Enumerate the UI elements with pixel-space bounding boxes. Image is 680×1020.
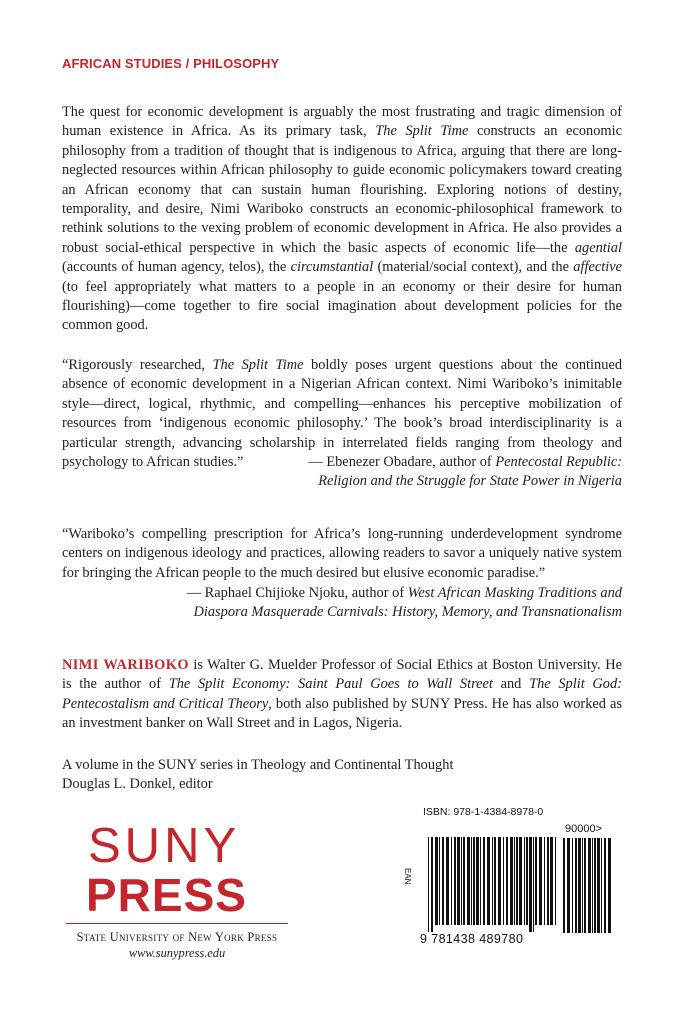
barcode-bar bbox=[582, 838, 583, 933]
barcode-bar bbox=[451, 837, 452, 925]
review-attribution-obadare: — Ebenezer Obadare, author of Pentecostal Republic: Religion and the Struggle for State Power in Nigeria bbox=[308, 454, 622, 490]
barcode-bar bbox=[467, 837, 470, 925]
ean-label: EAN bbox=[403, 868, 412, 885]
barcode-bar bbox=[519, 837, 522, 925]
review-quote-obadare: “Rigorously researched, The Split Time boldly poses urgent questions about the continued absence of economic development in a Nigerian African context. Nimi Wariboko’s inimitable style—direct, logical, rhythmic, and compelling—enhances his perceptive mobilization of resources from ‘indigenous economic philosophy.’ The book’s broad interdisciplinarity is a particular strength, advancing scholarship in interrelated fields ranging from theology and psychology to African studies.” bbox=[62, 357, 623, 471]
barcode-bar bbox=[524, 837, 525, 925]
addon-barcode-bars bbox=[563, 838, 613, 933]
barcode-bar bbox=[498, 837, 501, 925]
barcode-bar bbox=[578, 838, 581, 933]
price-code: 90000> bbox=[565, 823, 603, 835]
barcode-bar bbox=[592, 838, 593, 933]
barcode-bar bbox=[428, 837, 429, 932]
review-quote-njoku: “Wariboko’s compelling prescription for Africa’s long-running underdevelopment syndrome centers on indigenous ideology and practices, allowing readers to savor a uniquely native system for bringing the African people to the much desired but elusive economic paradise.” bbox=[62, 526, 622, 581]
description-paragraph: The quest for economic development is arguably the most frustrating and tragic dimension of human existence in Africa. As its primary task, The Split Time constructs an economic philosophy from a tradition of thought that is indigenous to Africa, arguing that there are long-neglected resources within African philosophy to guide economic policymakers toward creating an African economy that can sustain human flourishing. Exploring notions of destiny, temporality, and desire, Nimi Wariboko constructs an economic-philosophical framework to rethink solutions to the vexing problem of economic development in Africa. He also provides a robust social-ethical perspective in which the basic aspects of economic life—the agential (accounts of human agency, telos), the circumstantial (material/social context), and the affective (to feel appropriately what matters to a people in an economy or their desire for human flourishing)—come together to fire social imagination about development policies for the common good. bbox=[62, 104, 622, 334]
barcode-bar bbox=[526, 837, 528, 925]
barcode-bar bbox=[567, 838, 570, 933]
barcode-bar bbox=[539, 837, 542, 925]
barcode-bar bbox=[514, 837, 515, 925]
barcode-bar bbox=[604, 838, 606, 933]
barcode-bar bbox=[506, 837, 508, 925]
barcode-bar bbox=[463, 837, 465, 925]
barcode-bar bbox=[494, 837, 496, 925]
barcode-bar bbox=[597, 838, 600, 933]
category-label: AFRICAN STUDIES / PHILOSOPHY bbox=[62, 56, 280, 71]
barcode-bar bbox=[483, 837, 485, 925]
barcode-bar bbox=[544, 837, 545, 925]
series-note: A volume in the SUNY series in Theology and Continental Thought Douglas L. Donkel, editor bbox=[62, 757, 454, 793]
isbn-text: ISBN: 978-1-4384-8978-0 bbox=[423, 806, 544, 818]
barcode-bars bbox=[428, 837, 558, 934]
logo-suny-text: SUNY bbox=[88, 819, 241, 873]
barcode-bar bbox=[529, 837, 532, 932]
author-bio: NIMI WARIBOKO is Walter G. Muelder Professor of Social Ethics at Boston University. He is the author of The Split Economy: Saint Paul Goes to Wall Street and The Split God: Pentecostalism and Critical Theory, both also published by SUNY Press. He has also worked as an investment banker on Wall Street and in Lagos, Nigeria. bbox=[62, 657, 622, 732]
barcode-bar bbox=[435, 837, 438, 925]
publisher-url: www.sunypress.edu bbox=[128, 946, 226, 960]
barcode-bar bbox=[547, 837, 549, 925]
barcode-bar bbox=[608, 838, 611, 933]
barcode-bar bbox=[471, 837, 472, 925]
barcode-bar bbox=[563, 838, 565, 933]
barcode-bar bbox=[439, 837, 440, 925]
barcode-bar bbox=[584, 838, 586, 933]
barcode-bar bbox=[431, 837, 433, 932]
barcode-bar bbox=[446, 837, 449, 925]
barcode-bar bbox=[473, 837, 475, 925]
barcode-bar bbox=[457, 837, 460, 925]
barcode-bar bbox=[601, 838, 602, 933]
barcode-bar bbox=[492, 837, 493, 925]
barcode-bar bbox=[516, 837, 518, 925]
book-title: The Split Time bbox=[375, 123, 469, 140]
barcode-bar bbox=[588, 838, 591, 933]
barcode-bar bbox=[442, 837, 444, 925]
logo-divider bbox=[66, 923, 288, 924]
barcode-bar bbox=[480, 837, 481, 925]
barcode-bar bbox=[535, 837, 537, 925]
barcode-bar bbox=[575, 838, 577, 933]
review-attribution-njoku: — Raphael Chijioke Njoku, author of West African Masking Traditions and Diaspora Masquerade Carnivals: History, Memory, and Transnationalism bbox=[186, 585, 622, 621]
logo-press-text: PRESS bbox=[86, 869, 247, 921]
publisher-name: State University of New York Press bbox=[76, 930, 278, 944]
barcode-bar bbox=[555, 837, 556, 925]
barcode-bar bbox=[487, 837, 490, 925]
barcode-bar bbox=[594, 838, 596, 933]
barcode-bar bbox=[533, 837, 534, 932]
barcode-bar bbox=[510, 837, 513, 925]
barcode-bar bbox=[572, 838, 573, 933]
barcode-bar bbox=[550, 837, 553, 925]
barcode-digits: 9 781438 489780 bbox=[420, 932, 524, 946]
barcode-bar bbox=[503, 837, 504, 925]
author-name: NIMI WARIBOKO bbox=[62, 657, 189, 673]
barcode-bar bbox=[454, 837, 456, 925]
barcode-bar bbox=[476, 837, 479, 925]
barcode-bar bbox=[461, 837, 462, 925]
